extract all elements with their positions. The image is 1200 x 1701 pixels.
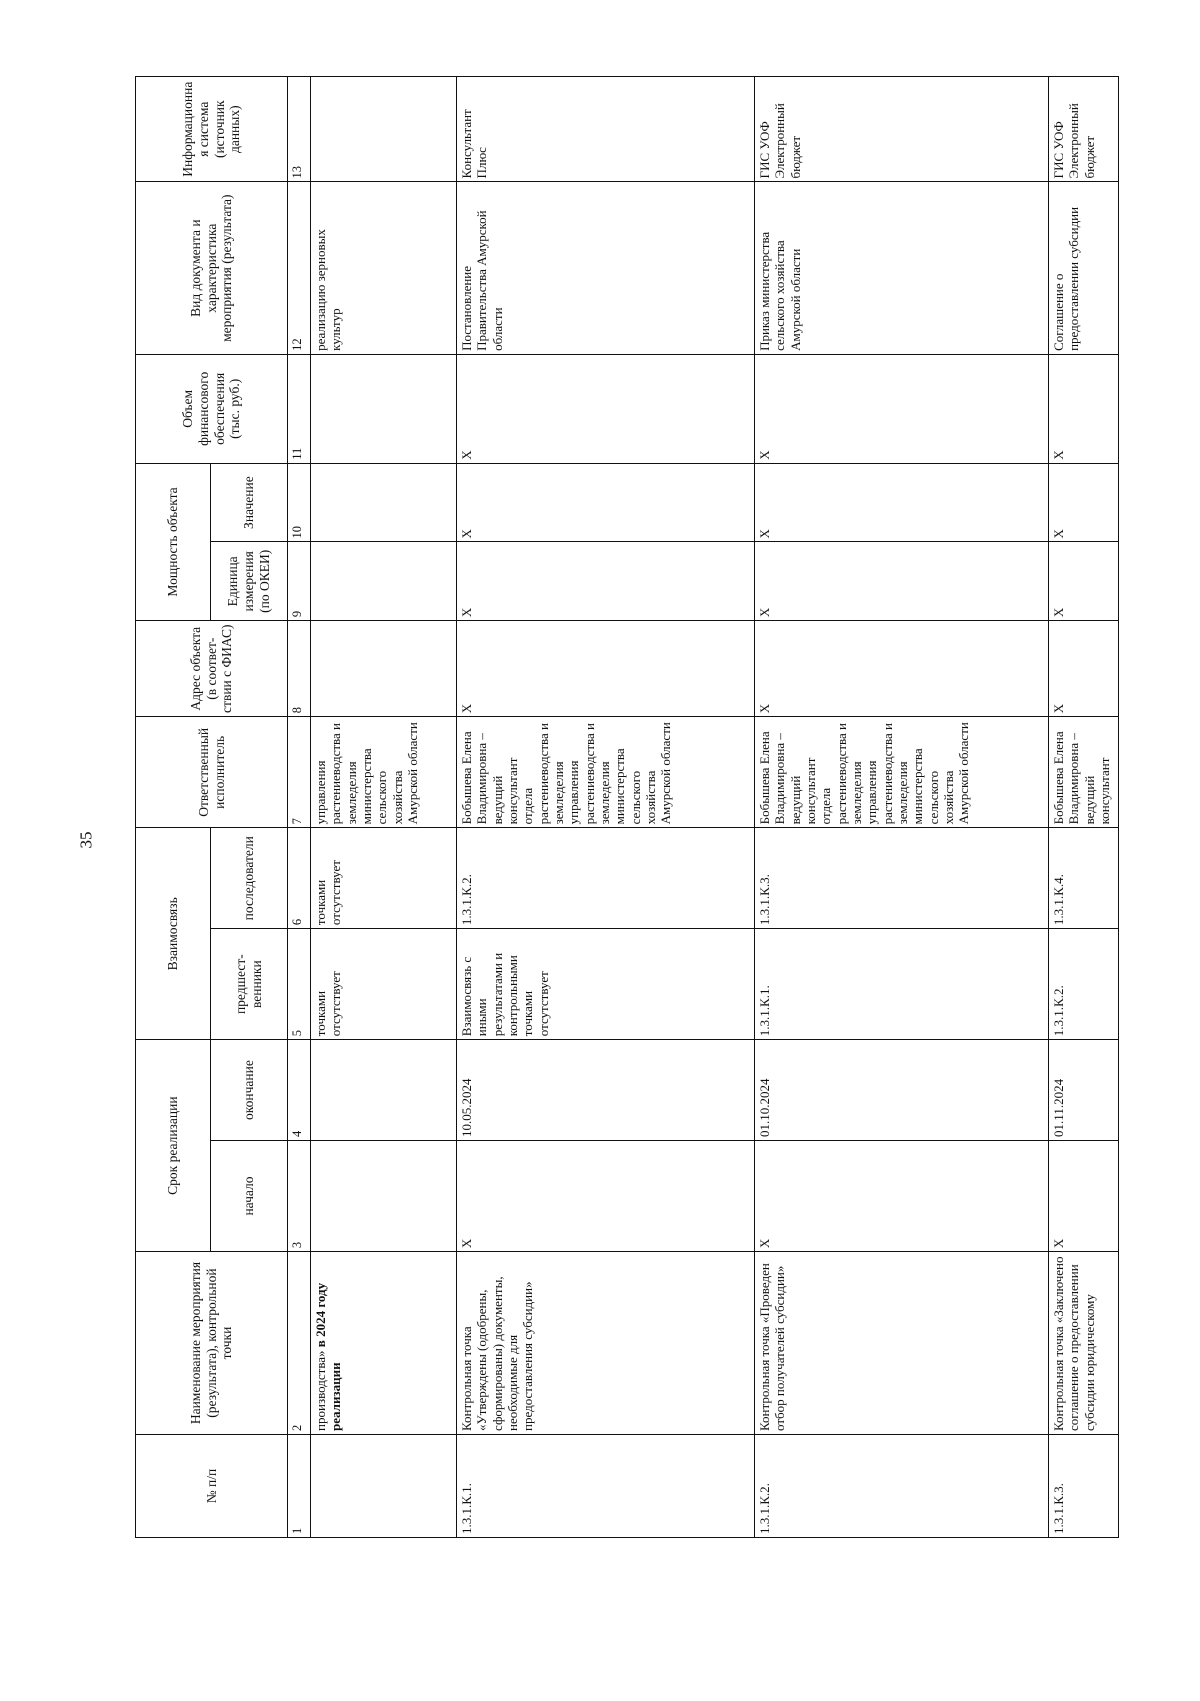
table-row bbox=[311, 77, 457, 1538]
cell-is: ГИС УОФ Электронный бюджет bbox=[1049, 77, 1119, 182]
cell-doc: Приказ министерства сельского хозяйства Амурской области bbox=[755, 182, 1049, 354]
cell-value: X bbox=[457, 463, 755, 542]
cell-fin: X bbox=[457, 354, 755, 463]
header-num: № п/п bbox=[136, 1434, 288, 1537]
cell-end: 01.10.2024 bbox=[755, 1040, 1049, 1141]
cell-resp: управления растениеводства и земледелия министерства сельского хозяйства Амурской области bbox=[311, 717, 457, 828]
header-link: Взаимосвязь bbox=[136, 828, 211, 1040]
event-plan-table bbox=[135, 76, 1119, 1538]
cell-unit: X bbox=[1049, 542, 1119, 621]
cell-resp: Бобышева Елена Владимировна – ведущий консультант отдела растениеводства и земледелия управления растениеводства и земледелия министерства сельского хозяйства Амурской области bbox=[457, 717, 755, 828]
cell-name bbox=[755, 1252, 1049, 1435]
cell-end: 01.11.2024 bbox=[1049, 1040, 1119, 1141]
column-number: 3 bbox=[288, 1140, 311, 1251]
header-link-succ: последователи bbox=[211, 828, 288, 929]
header-cap-value: Значение bbox=[211, 463, 288, 542]
column-number-row bbox=[288, 77, 311, 1538]
cell-resp: Бобышева Елена Владимировна – ведущий консультант отдела растениеводства и земледелия управления растениеводства и земледелия министерства сельского хозяйства Амурской области bbox=[755, 717, 1049, 828]
cell-pred: Взаимосвязь с иными результатами и контрольными точками отсутствует bbox=[457, 929, 755, 1040]
cell-succ: точками отсутствует bbox=[311, 828, 457, 929]
cell-resp: Бобышева Елена Владимировна – ведущий консультант bbox=[1049, 717, 1119, 828]
cell-unit: X bbox=[755, 542, 1049, 621]
column-number: 7 bbox=[288, 717, 311, 828]
cell-num bbox=[311, 1434, 457, 1537]
cell-value: X bbox=[1049, 463, 1119, 542]
cell-addr: X bbox=[755, 621, 1049, 717]
header-term-start: начало bbox=[211, 1140, 288, 1251]
name-text: Контрольная точка «Утверждены (одобрены, сформированы) документы, необходимые для предоставления субсидии» bbox=[459, 1276, 536, 1431]
cell-pred: 1.3.1.К.2. bbox=[1049, 929, 1119, 1040]
name-text: Контрольная точка «Заключено соглашение о предоставлении субсидии юридическому bbox=[1051, 1256, 1097, 1431]
cell-unit: X bbox=[457, 542, 755, 621]
cell-fin: X bbox=[1049, 354, 1119, 463]
cell-end bbox=[311, 1040, 457, 1141]
column-number: 10 bbox=[288, 463, 311, 542]
column-number: 2 bbox=[288, 1252, 311, 1435]
header-is: Информационная система (источник данных) bbox=[136, 77, 288, 182]
cell-start bbox=[311, 1140, 457, 1251]
column-number: 5 bbox=[288, 929, 311, 1040]
header-fin: Объем финансового обеспечения (тыс. руб.) bbox=[136, 354, 288, 463]
cell-end: 10.05.2024 bbox=[457, 1040, 755, 1141]
cell-doc: реализацию зерновых культур bbox=[311, 182, 457, 354]
cell-value: X bbox=[755, 463, 1049, 542]
header-term-end: окончание bbox=[211, 1040, 288, 1141]
cell-num: 1.3.1.К.1. bbox=[457, 1434, 755, 1537]
cell-num: 1.3.1.К.3. bbox=[1049, 1434, 1119, 1537]
cell-start: X bbox=[755, 1140, 1049, 1251]
cell-start: X bbox=[1049, 1140, 1119, 1251]
cell-num: 1.3.1.К.2. bbox=[755, 1434, 1049, 1537]
column-number: 8 bbox=[288, 621, 311, 717]
cell-value bbox=[311, 463, 457, 542]
cell-is: ГИС УОФ Электронный бюджет bbox=[755, 77, 1049, 182]
header-resp: Ответственный исполнитель bbox=[136, 717, 288, 828]
column-number: 1 bbox=[288, 1434, 311, 1537]
header-cap-unit: Единица измерения (по ОКЕИ) bbox=[211, 542, 288, 621]
table-row bbox=[755, 77, 1049, 1538]
page-number: 35 bbox=[76, 831, 96, 849]
name-bold-text: в 2024 году реализации bbox=[313, 1282, 344, 1431]
table-row bbox=[457, 77, 755, 1538]
header-link-pred: предшест-венники bbox=[211, 929, 288, 1040]
cell-addr: X bbox=[1049, 621, 1119, 717]
header-term: Срок реализации bbox=[136, 1040, 211, 1252]
cell-addr bbox=[311, 621, 457, 717]
cell-unit bbox=[311, 542, 457, 621]
cell-is bbox=[311, 77, 457, 182]
column-number: 13 bbox=[288, 77, 311, 182]
column-number: 6 bbox=[288, 828, 311, 929]
table-row bbox=[1049, 77, 1119, 1538]
cell-start: X bbox=[457, 1140, 755, 1251]
cell-succ: 1.3.1.К.2. bbox=[457, 828, 755, 929]
column-number: 4 bbox=[288, 1040, 311, 1141]
cell-name bbox=[1049, 1252, 1119, 1435]
cell-pred: точками отсутствует bbox=[311, 929, 457, 1040]
cell-fin bbox=[311, 354, 457, 463]
name-text: производства» bbox=[313, 1347, 328, 1431]
cell-doc: Постановление Правительства Амурской области bbox=[457, 182, 755, 354]
cell-pred: 1.3.1.К.1. bbox=[755, 929, 1049, 1040]
header-addr: Адрес объекта (в соответ-ствии с ФИАС) bbox=[136, 621, 288, 717]
cell-name bbox=[457, 1252, 755, 1435]
header-cap: Мощность объекта bbox=[136, 463, 211, 620]
cell-succ: 1.3.1.К.4. bbox=[1049, 828, 1119, 929]
header-name: Наименование мероприятия (результата), контрольной точки bbox=[136, 1252, 288, 1435]
header-doc: Вид документа и характеристика мероприятия (результата) bbox=[136, 182, 288, 354]
cell-succ: 1.3.1.К.3. bbox=[755, 828, 1049, 929]
column-number: 12 bbox=[288, 182, 311, 354]
cell-fin: X bbox=[755, 354, 1049, 463]
column-number: 11 bbox=[288, 354, 311, 463]
column-number: 9 bbox=[288, 542, 311, 621]
cell-name bbox=[311, 1252, 457, 1435]
cell-addr: X bbox=[457, 621, 755, 717]
cell-is: Консультант Плюс bbox=[457, 77, 755, 182]
cell-doc: Соглашение о предоставлении субсидии bbox=[1049, 182, 1119, 354]
name-text: Контрольная точка «Проведен отбор получателей субсидии» bbox=[757, 1263, 788, 1431]
